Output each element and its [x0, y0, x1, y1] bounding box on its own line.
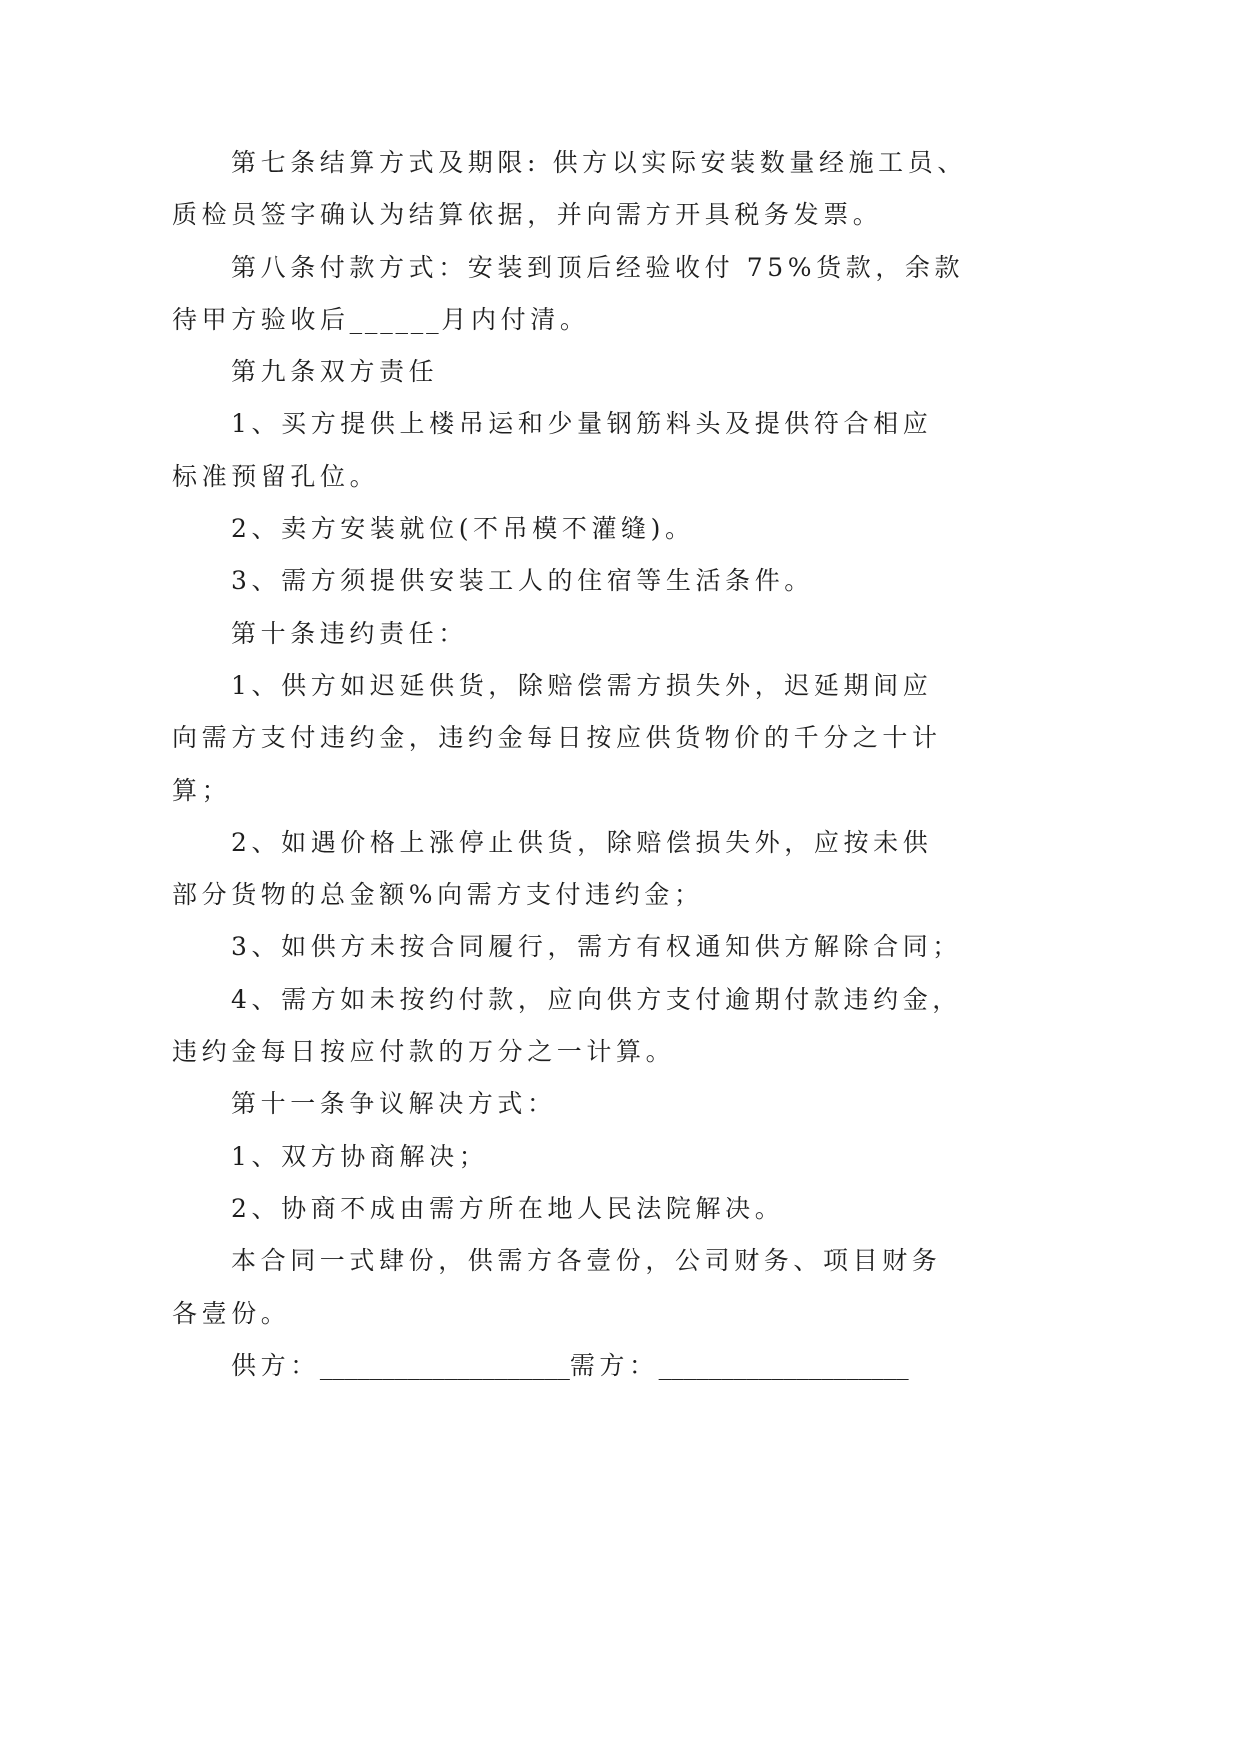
contract-body [172, 137, 1152, 1392]
article-10-item-1-line-3: 算； [172, 775, 232, 805]
supplier-signature-blank: ____________________ [319, 1350, 570, 1380]
article-10-item-3 [172, 921, 1152, 973]
article-9-item-2 [172, 503, 1152, 555]
article-10-item-1-line-2: 向需方支付违约金，违约金每日按应供货物价的千分之十计 [172, 723, 942, 753]
article-10-item-4-line-2: 违约金每日按应付款的万分之一计算。 [172, 1037, 676, 1067]
article-10-heading [172, 608, 1152, 660]
article-10-item-1 [172, 660, 1152, 817]
buyer-signature-blank: ____________________ [658, 1350, 909, 1380]
article-8-line-2 [172, 294, 1152, 346]
article-9-title: 第九条双方责任 [231, 357, 439, 387]
article-11-item-1-line-1: 1、双方协商解决； [231, 1141, 489, 1171]
article-10-item-2 [172, 817, 1152, 922]
supplier-label: 供方： [231, 1350, 320, 1380]
article-10-item-4-line-1: 4、需方如未按约付款，应向供方支付逾期付款违约金， [231, 984, 962, 1014]
article-8-line-1: 第八条付款方式：安装到顶后经验收付 75%货款，余款 [231, 252, 965, 282]
article-11-item-2-line-1: 2、协商不成由需方所在地人民法院解决。 [231, 1193, 785, 1223]
article-9-heading [172, 346, 1152, 398]
article-9-item-3 [172, 555, 1152, 607]
article-10-title: 第十条违约责任： [231, 618, 468, 648]
article-7-settlement [172, 137, 1152, 242]
signature-line [172, 1340, 1152, 1392]
article-9-item-1-line-2: 标准预留孔位。 [172, 461, 380, 491]
article-10-item-1-line-1: 1、供方如迟延供货，除赔偿需方损失外，迟延期间应 [231, 670, 933, 700]
copies-line-2: 各壹份。 [172, 1298, 291, 1328]
payment-months-blank: ______ [349, 304, 442, 334]
copies-line-1: 本合同一式肆份，供需方各壹份，公司财务、项目财务 [231, 1246, 942, 1276]
article-10-item-4 [172, 974, 1152, 1079]
article-8-line-2-start: 待甲方验收后 [172, 304, 350, 334]
article-11-item-2 [172, 1183, 1152, 1235]
article-7-line-2: 质检员签字确认为结算依据，并向需方开具税务发票。 [172, 200, 883, 230]
article-11-heading [172, 1078, 1152, 1130]
article-11-title: 第十一条争议解决方式： [231, 1089, 557, 1119]
article-7-line-1: 第七条结算方式及期限: 供方以实际安装数量经施工员、 [231, 148, 967, 177]
article-10-item-3-line-1: 3、如供方未按合同履行，需方有权通知供方解除合同； [231, 932, 962, 962]
article-11-item-1 [172, 1131, 1152, 1183]
signature-block [172, 1340, 1152, 1392]
article-9-item-1 [172, 398, 1152, 503]
article-8-line-2-end: 月内付清。 [441, 304, 590, 334]
article-10-item-2-line-1: 2、如遇价格上涨停止供货，除赔偿损失外，应按未供 [231, 827, 933, 857]
article-9-item-2-line-1: 2、卖方安装就位(不吊模不灌缝)。 [231, 514, 695, 544]
copies-clause [172, 1235, 1152, 1340]
article-9-item-3-line-1: 3、需方须提供安装工人的住宿等生活条件。 [231, 566, 814, 596]
buyer-label: 需方： [569, 1350, 659, 1380]
article-8-payment [172, 242, 1152, 347]
article-9-item-1-line-1: 1、买方提供上楼吊运和少量钢筋料头及提供符合相应 [231, 409, 933, 439]
article-10-item-2-line-2: 部分货物的总金额%向需方支付违约金； [172, 880, 704, 910]
